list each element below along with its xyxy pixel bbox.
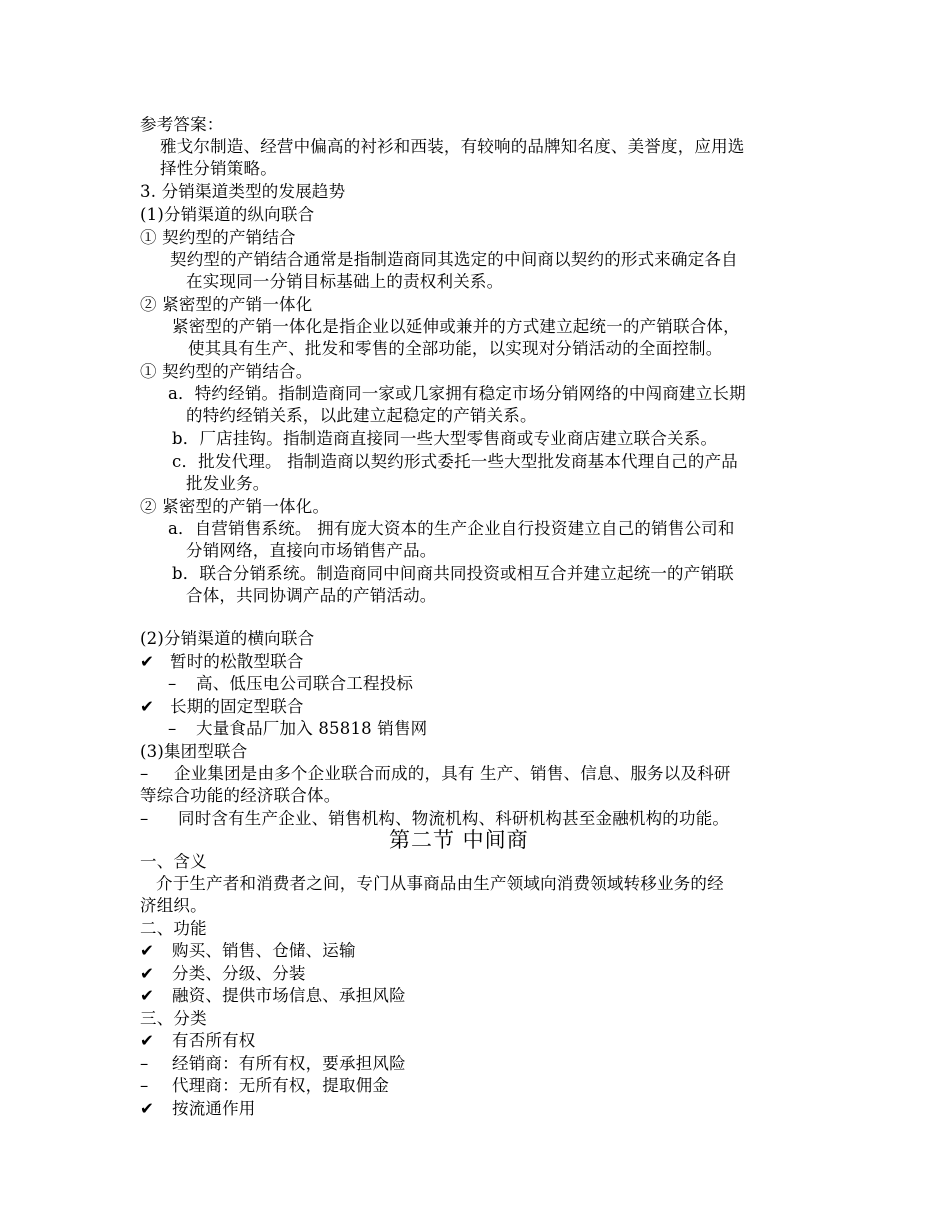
factory-store-link: b．厂店挂钩。指制造商直接同一些大型零售商或专业商店建立联合关系。 bbox=[172, 429, 718, 448]
contract-type-text-line1: 契约型的产销结合通常是指制造商同其选定的中间商以契约的形式来确定各自 bbox=[170, 250, 738, 269]
section-heading: 第二节 中间商 bbox=[389, 828, 529, 852]
category-item-circulation bbox=[140, 1098, 256, 1120]
sub-item-bid bbox=[168, 673, 413, 695]
function-item-text: 购买、销售、仓储、运输 bbox=[172, 941, 356, 960]
check-icon: ✔ bbox=[140, 964, 155, 983]
category-item-ownership bbox=[140, 1030, 256, 1052]
section3-title: 3. 分销渠道类型的发展趋势 bbox=[140, 182, 346, 201]
group-union-functions-text: 同时含有生产企业、销售机构、物流机构、科研机构甚至金融机构的功能。 bbox=[178, 809, 730, 828]
special-dealer-line1: a．特约经销。指制造商同一家或几家拥有稳定市场分销网络的中闯商建立长期 bbox=[168, 384, 746, 403]
bullet-item-temporary bbox=[140, 651, 304, 673]
dash-icon: – bbox=[140, 764, 149, 783]
horizontal-union-title: (2)分销渠道的横向联合 bbox=[140, 629, 315, 648]
contract-type-title: ① 契约型的产销结合 bbox=[140, 228, 296, 247]
check-icon: ✔ bbox=[140, 1099, 155, 1118]
sub-item-network bbox=[168, 718, 427, 740]
meaning-text-line2: 济组织。 bbox=[140, 896, 207, 915]
check-icon: ✔ bbox=[140, 697, 155, 716]
bullet-item-longterm bbox=[140, 696, 304, 718]
tight-type-text-line2: 使其具有生产、批发和零售的全部功能，以实现对分销活动的全面控制。 bbox=[188, 339, 723, 358]
function-item-text: 融资、提供市场信息、承担风险 bbox=[172, 986, 406, 1005]
meaning-text-line1: 介于生产者和消费者之间，专门从事商品由生产领域向消费领域转移业务的经 bbox=[156, 874, 724, 893]
function-title: 二、功能 bbox=[140, 919, 207, 938]
vertical-union-title: (1)分销渠道的纵向联合 bbox=[140, 205, 315, 224]
tight-type-text-line1: 紧密型的产销一体化是指企业以延伸或兼并的方式建立起统一的产销联合体， bbox=[172, 317, 740, 336]
check-icon: ✔ bbox=[140, 941, 155, 960]
dash-icon: – bbox=[140, 1054, 149, 1073]
function-item-2 bbox=[140, 963, 306, 985]
category-sub-dealer bbox=[140, 1053, 406, 1075]
group-union-text-line2: 等综合功能的经济联合体。 bbox=[140, 786, 341, 805]
contract-type-title-2: ① 契约型的产销结合。 bbox=[140, 362, 313, 381]
group-union-title: (3)集团型联合 bbox=[140, 742, 248, 761]
category-title: 三、分类 bbox=[140, 1009, 207, 1028]
joint-distribution-line2: 合体，共同协调产品的产销活动。 bbox=[186, 586, 437, 605]
function-item-3 bbox=[140, 985, 406, 1007]
function-item-1 bbox=[140, 940, 356, 962]
wholesale-agent-line2: 批发业务。 bbox=[186, 474, 270, 493]
dash-icon: – bbox=[140, 809, 149, 828]
bullet-text: 长期的固定型联合 bbox=[170, 697, 304, 716]
dash-icon: – bbox=[140, 1076, 149, 1095]
bullet-text: 暂时的松散型联合 bbox=[170, 652, 304, 671]
check-icon: ✔ bbox=[140, 1031, 155, 1050]
answer-title: 参考答案： bbox=[140, 115, 224, 134]
category-item-text: 按流通作用 bbox=[172, 1099, 256, 1118]
category-sub-agent bbox=[140, 1075, 389, 1097]
category-sub-text: 经销商：有所有权，要承担风险 bbox=[172, 1054, 406, 1073]
self-sales-line2: 分销网络，直接向市场销售产品。 bbox=[186, 541, 437, 560]
category-item-text: 有否所有权 bbox=[172, 1031, 256, 1050]
category-sub-text: 代理商：无所有权，提取佣金 bbox=[172, 1076, 390, 1095]
dash-icon: – bbox=[168, 674, 177, 693]
tight-type-title: ② 紧密型的产销一体化 bbox=[140, 295, 313, 314]
contract-type-text-line2: 在实现同一分销目标基础上的责权利关系。 bbox=[186, 272, 504, 291]
sub-item-text: 高、低压电公司联合工程投标 bbox=[196, 674, 414, 693]
sub-item-text: 大量食品厂加入 85818 销售网 bbox=[196, 719, 428, 738]
check-icon: ✔ bbox=[140, 986, 155, 1005]
meaning-title: 一、含义 bbox=[140, 852, 207, 871]
joint-distribution-line1: b．联合分销系统。制造商同中间商共同投资或相互合并建立起统一的产销联 bbox=[172, 564, 734, 583]
function-item-text: 分类、分级、分装 bbox=[172, 964, 306, 983]
answer-text-line2: 择性分销策略。 bbox=[160, 159, 277, 178]
answer-text-line1: 雅戈尔制造、经营中偏高的衬衫和西装，有较响的品牌知名度、美誉度，应用选 bbox=[160, 137, 745, 156]
check-icon: ✔ bbox=[140, 652, 155, 671]
tight-type-title-2: ② 紧密型的产销一体化。 bbox=[140, 497, 330, 516]
group-union-text: 企业集团是由多个企业联合而成的，具有 生产、销售、信息、服务以及科研 bbox=[174, 764, 731, 783]
self-sales-line1: a．自营销售系统。 拥有庞大资本的生产企业自行投资建立自己的销售公司和 bbox=[168, 519, 735, 538]
wholesale-agent-line1: c．批发代理。 指制造商以契约形式委托一些大型批发商基本代理自己的产品 bbox=[172, 452, 738, 471]
special-dealer-line2: 的特约经销关系，以此建立起稳定的产销关系。 bbox=[186, 406, 537, 425]
dash-icon: – bbox=[168, 719, 177, 738]
group-union-text-line1 bbox=[140, 763, 731, 785]
